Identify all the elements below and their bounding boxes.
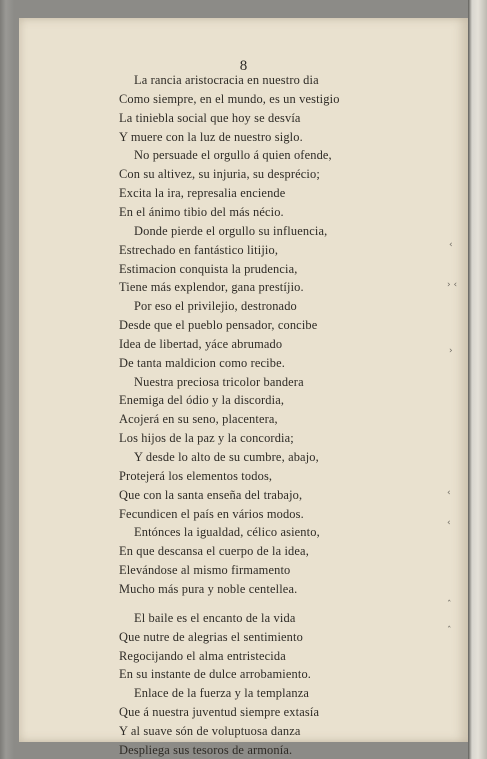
poem-line: Por eso el privilejio, destronado xyxy=(134,299,297,314)
book-gutter xyxy=(468,0,487,759)
margin-mark: ˆ xyxy=(447,600,452,610)
margin-mark: ˆ xyxy=(447,626,452,636)
poem-line: Que á nuestra juventud siempre extasía xyxy=(119,705,320,720)
poem-line: Elevándose al mismo firmamento xyxy=(119,563,291,578)
poem-line: La tiniebla social que hoy se desvía xyxy=(119,110,301,125)
poem-line: Idea de libertad, yáce abrumado xyxy=(119,336,283,351)
poem-line: En su instante de dulce arrobamiento. xyxy=(119,667,312,682)
poem-line: De tanta maldicion como recibe. xyxy=(119,355,286,370)
poem-line: Enemiga del ódio y la discordia, xyxy=(119,393,285,408)
poem-line: Y muere con la luz de nuestro siglo. xyxy=(119,129,303,144)
poem-line: Con su altivez, su injuria, su desprécio; xyxy=(119,167,320,182)
poem-line: Nuestra preciosa tricolor bandera xyxy=(134,374,304,389)
poem-line: No persuade el orgullo á quien ofende, xyxy=(134,148,332,163)
poem-line: Estimacion conquista la prudencia, xyxy=(119,261,298,276)
poem-line: Enlace de la fuerza y la templanza xyxy=(134,686,310,701)
poem-line: Tiene más explendor, gana prestíjio. xyxy=(119,280,304,295)
poem-line: Excita la ira, represalia enciende xyxy=(119,186,286,201)
poem-line: En que descansa el cuerpo de la idea, xyxy=(119,544,309,559)
poem-line: Desde que el pueblo pensador, concibe xyxy=(119,318,318,333)
margin-mark: › xyxy=(449,346,453,356)
poem-line: Donde pierde el orgullo su influencia, xyxy=(134,223,328,238)
poem-line: Protejerá los elementos todos, xyxy=(119,468,273,483)
poem-line: Fecundicen el país en vários modos. xyxy=(119,506,304,521)
poem-line: El baile es el encanto de la vida xyxy=(134,610,296,625)
margin-mark: › ‹ xyxy=(447,280,458,290)
book-page xyxy=(19,18,468,757)
poem-line: Como siempre, en el mundo, es un vestigio xyxy=(119,91,340,106)
poem-line: Despliega sus tesoros de armonía. xyxy=(119,742,293,757)
poem-line: Y al suave són de voluptuosa danza xyxy=(119,723,301,738)
poem-line: Estrechado en fantástico litijio, xyxy=(119,242,279,257)
poem-line: Que nutre de alegrias el sentimiento xyxy=(119,629,303,644)
page-number: 8 xyxy=(239,58,248,74)
poem-line: Entónces la igualdad, célico asiento, xyxy=(134,525,320,540)
poem-line: Acojerá en su seno, placentera, xyxy=(119,412,278,427)
poem-line: Los hijos de la paz y la concordia; xyxy=(119,431,294,446)
poem-line: Regocijando el alma entristecida xyxy=(119,648,286,663)
margin-mark: ‹ xyxy=(447,518,451,528)
poem-line: Que con la santa enseña del trabajo, xyxy=(119,487,303,502)
margin-mark: ‹ xyxy=(449,240,453,250)
poem-line: Y desde lo alto de su cumbre, abajo, xyxy=(134,450,319,464)
poem-line: Mucho más pura y noble centellea. xyxy=(119,581,298,596)
margin-mark: ‹ xyxy=(447,488,451,498)
poem-line: En el ánimo tibio del más nécio. xyxy=(119,204,284,219)
poem-line: La rancia aristocracia en nuestro dia xyxy=(134,73,319,87)
